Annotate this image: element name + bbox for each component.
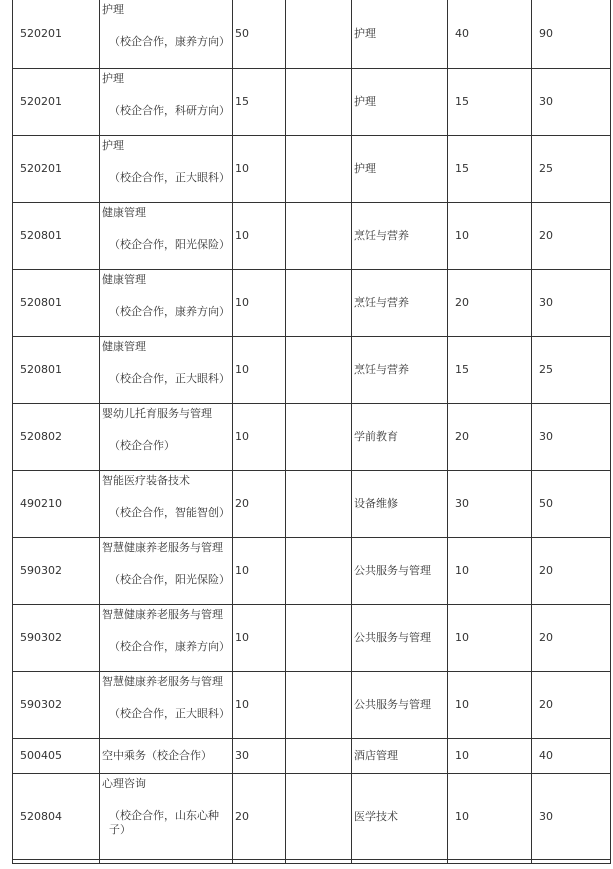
related-major: 设备维修 [352, 471, 448, 538]
major-title: 智慧健康养老服务与管理 [102, 608, 223, 621]
blank-cell [286, 404, 352, 471]
major-code: 520201 [13, 0, 100, 69]
major-code: 520801 [13, 203, 100, 270]
plan-count: 10 [233, 136, 286, 203]
plan-count: 10 [233, 337, 286, 404]
plan-count: 10 [233, 203, 286, 270]
major-code: 490210 [13, 471, 100, 538]
major-name [100, 404, 233, 471]
plan-count: 10 [233, 605, 286, 672]
major-note: （校企合作，康养方向） [109, 640, 230, 653]
major-name [100, 270, 233, 337]
table-row [13, 69, 611, 136]
plan-count: 50 [233, 0, 286, 69]
related-major: 护理 [352, 136, 448, 203]
blank-cell [286, 270, 352, 337]
value-a: 20 [448, 270, 532, 337]
major-code: 520801 [13, 270, 100, 337]
major-name [100, 337, 233, 404]
table-row-partial [13, 860, 611, 864]
enrollment-table [12, 0, 611, 864]
value-b: 25 [532, 337, 611, 404]
blank-cell [286, 0, 352, 69]
major-code: 590302 [13, 538, 100, 605]
value-b: 30 [532, 774, 611, 860]
major-title: 心理咨询 [102, 777, 146, 790]
value-a: 10 [448, 774, 532, 860]
major-name [100, 672, 233, 739]
major-name [100, 774, 233, 860]
related-major: 护理 [352, 69, 448, 136]
blank-cell [286, 739, 352, 774]
related-major: 烹饪与营养 [352, 270, 448, 337]
related-major: 学前教育 [352, 404, 448, 471]
major-title: 健康管理 [102, 206, 146, 219]
blank-cell [233, 860, 286, 864]
related-major: 酒店管理 [352, 739, 448, 774]
major-title: 健康管理 [102, 340, 146, 353]
value-a: 10 [448, 203, 532, 270]
blank-cell [286, 860, 352, 864]
major-title: 健康管理 [102, 273, 146, 286]
related-major: 烹饪与营养 [352, 203, 448, 270]
blank-cell [532, 860, 611, 864]
blank-cell [448, 860, 532, 864]
value-a: 10 [448, 605, 532, 672]
table-row [13, 471, 611, 538]
related-major: 公共服务与管理 [352, 538, 448, 605]
value-b: 20 [532, 672, 611, 739]
blank-cell [286, 471, 352, 538]
plan-count: 20 [233, 471, 286, 538]
major-note: （校企合作，阳光保险） [109, 238, 230, 251]
major-title: 护理 [102, 72, 124, 85]
major-note: （校企合作，正大眼科） [109, 171, 230, 184]
major-name [100, 203, 233, 270]
blank-cell [286, 203, 352, 270]
plan-count: 15 [233, 69, 286, 136]
major-name [100, 69, 233, 136]
major-note: （校企合作，阳光保险） [109, 573, 230, 586]
major-code: 520201 [13, 136, 100, 203]
blank-cell [286, 538, 352, 605]
value-a: 10 [448, 538, 532, 605]
major-name [100, 136, 233, 203]
major-title: 空中乘务（校企合作） [102, 749, 212, 762]
table-body [13, 0, 611, 864]
value-a: 10 [448, 739, 532, 774]
major-title: 智慧健康养老服务与管理 [102, 675, 223, 688]
major-code: 520804 [13, 774, 100, 860]
plan-count: 10 [233, 270, 286, 337]
blank-cell [286, 136, 352, 203]
major-code: 520201 [13, 69, 100, 136]
blank-cell [352, 860, 448, 864]
table-row [13, 774, 611, 860]
table-row [13, 0, 611, 69]
value-b: 90 [532, 0, 611, 69]
blank-cell [286, 69, 352, 136]
value-a: 10 [448, 672, 532, 739]
value-a: 40 [448, 0, 532, 69]
table-row [13, 739, 611, 774]
table-row [13, 270, 611, 337]
value-b: 20 [532, 605, 611, 672]
value-b: 25 [532, 136, 611, 203]
plan-count: 20 [233, 774, 286, 860]
plan-count: 10 [233, 404, 286, 471]
table-row [13, 672, 611, 739]
major-name [100, 0, 233, 69]
major-title: 婴幼儿托育服务与管理 [102, 407, 212, 420]
major-code: 520801 [13, 337, 100, 404]
value-a: 15 [448, 337, 532, 404]
value-b: 40 [532, 739, 611, 774]
value-a: 20 [448, 404, 532, 471]
blank-cell [100, 860, 233, 864]
major-note: （校企合作，正大眼科） [109, 372, 230, 385]
table-row [13, 538, 611, 605]
value-b: 30 [532, 270, 611, 337]
value-b: 20 [532, 538, 611, 605]
value-b: 30 [532, 404, 611, 471]
major-title: 护理 [102, 139, 124, 152]
related-major: 公共服务与管理 [352, 672, 448, 739]
blank-cell [13, 860, 100, 864]
plan-count: 10 [233, 672, 286, 739]
related-major: 公共服务与管理 [352, 605, 448, 672]
related-major: 医学技术 [352, 774, 448, 860]
value-b: 20 [532, 203, 611, 270]
major-name [100, 605, 233, 672]
major-note: （校企合作，科研方向） [109, 104, 230, 117]
value-a: 30 [448, 471, 532, 538]
table-row [13, 203, 611, 270]
table-row [13, 136, 611, 203]
major-name [100, 538, 233, 605]
plan-count: 30 [233, 739, 286, 774]
major-code: 500405 [13, 739, 100, 774]
major-code: 520802 [13, 404, 100, 471]
blank-cell [286, 672, 352, 739]
value-b: 30 [532, 69, 611, 136]
value-b: 50 [532, 471, 611, 538]
major-note: （校企合作，正大眼科） [109, 707, 230, 720]
major-note: （校企合作，康养方向） [109, 305, 230, 318]
blank-cell [286, 605, 352, 672]
major-note: （校企合作，智能智创） [109, 506, 230, 519]
major-name [100, 471, 233, 538]
plan-count: 10 [233, 538, 286, 605]
major-title: 智能医疗装备技术 [102, 474, 190, 487]
major-name [100, 739, 233, 774]
major-code: 590302 [13, 672, 100, 739]
related-major: 烹饪与营养 [352, 337, 448, 404]
table-row [13, 605, 611, 672]
major-note: （校企合作） [109, 439, 175, 452]
value-a: 15 [448, 136, 532, 203]
major-note: （校企合作，康养方向） [109, 35, 230, 48]
table-row [13, 404, 611, 471]
blank-cell [286, 774, 352, 860]
major-title: 护理 [102, 3, 124, 16]
value-a: 15 [448, 69, 532, 136]
major-title: 智慧健康养老服务与管理 [102, 541, 223, 554]
related-major: 护理 [352, 0, 448, 69]
major-code: 590302 [13, 605, 100, 672]
blank-cell [286, 337, 352, 404]
major-note: （校企合作，山东心种子） [109, 809, 219, 836]
table-row [13, 337, 611, 404]
